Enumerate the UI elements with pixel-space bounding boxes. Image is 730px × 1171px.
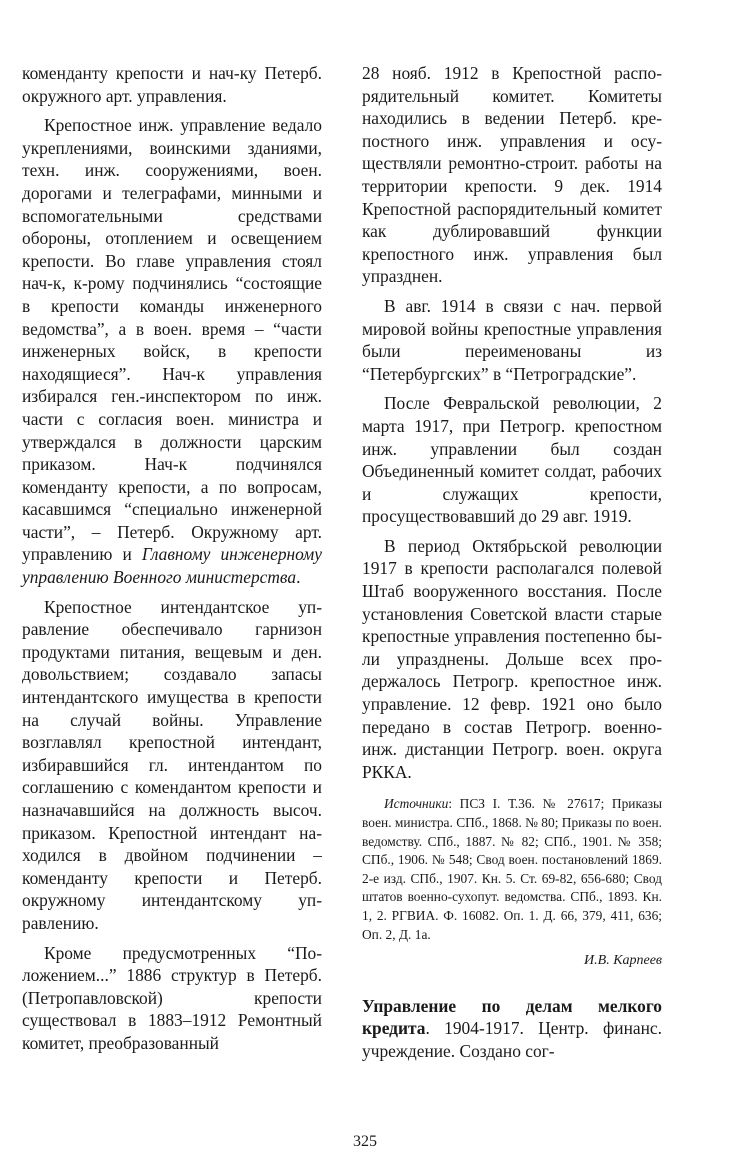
paragraph-text: Крепостное инж. управление ведало укреплениями, воинскими зданиями, техн. инж. сооружениями, воен. дорогами и телеграфами, минными и вспомогательными средствами обороны, отоплением и освещением крепости. Во главе управления стоял нач-к, к-рому подчинялись “состоящие в крепости команды инженерного ведомства”, а в воен. время – “части инженерных войск, в крепости находящиеся”. Нач-к управления избирался ген.-инспектором по инж. части с согласия воен. министра и утверждался в должности царским приказом. Нач-к подчинялся коменданту крепости, а по вопросам, касавшимся “специально инженерной части”, – Петерб. Окружному арт. управлению и	[22, 115, 322, 565]
paragraph-end: .	[296, 567, 301, 588]
entry-text: . 1904-1917. Центр. финанс. учреждение. Создано сог-	[362, 1018, 662, 1061]
paragraph: В авг. 1914 в связи с нач. первой мировой войны крепостные управления были переименованы из “Петербургских” в “Петроградские”.	[362, 295, 662, 384]
author-signature: И.В. Карпеев	[584, 953, 662, 969]
paragraph: Кроме предусмотренных “Положением...” 1886 структур в Петерб. (Петропавловской) крепости существовал в 1883–1912 Ремонтный комитет, преобразованный	[22, 942, 322, 1053]
paragraph: В период Октябрьской революции 1917 в крепости располагался полевой Штаб вооруженного восстания. После установления Советской власти старые крепостные управления постепенно были упразднены. Дольше всех продержалось Петрогр. крепостное инж. управление. 12 февр. 1921 оно было передано в состав Петрогр. военно-инж. дистанции Петрогр. воен. округа РККА.	[362, 535, 662, 782]
entry-heading: Управление по делам мелкого кредита	[362, 995, 662, 1039]
dictionary-entry	[362, 995, 662, 1063]
paragraph: 28 нояб. 1912 в Крепостной распорядительный комитет. Комитеты находились в ведении Петерб. крепостного инж. управления и осуществляли ремонтно-строит. работы на территории крепости. 9 дек. 1914 Крепостной распорядительный комитет как дублировавший функции крепостного инж. управления был упразднен.	[362, 63, 662, 287]
paragraph	[22, 114, 322, 588]
sources-label: Источники	[384, 796, 449, 812]
sources-text: : ПСЗ I. Т.36. № 27617; Приказы воен. министра. СПб., 1868. № 80; Приказы по воен. ведомству. СПб., 1887. № 82; СПб., 1901. № 358; СПб., 1906. № 548; Свод воен. постановлений 1869. 2-е изд. СПб., 1907. Кн. 5. Ст. 69-82, 656-680; Свод штатов военно-сухопут. ведомства. СПб., 1893. Кн. 1, 2. РГВИА. Ф. 16082. Оп. 1. Д. 66, 379, 411, 636; Оп. 2, Д. 1а.	[362, 796, 662, 942]
left-column	[22, 62, 322, 1062]
paragraph: коменданту крепости и нач-ку Петерб. окружного арт. управления.	[22, 63, 322, 106]
page-number: 325	[353, 1133, 377, 1150]
paragraph: После Февральской революции, 2 марта 1917, при Петрогр. крепостном инж. управлении был создан Объединенный комитет солдат, рабочих и служащих крепости, просуществовавший до 29 авг. 1919.	[362, 393, 662, 527]
italic-reference: Главному инженерному управлению Военного министерства	[22, 544, 322, 588]
right-column	[362, 62, 662, 1070]
sources-note	[362, 795, 662, 944]
paragraph: Крепостное интендантское управление обеспечивало гарнизон продуктами питания, вещевым и ден. довольствием; создавало запасы интендантского имущества в крепости на случай войны. Управление возглавлял крепостной интендант, избиравшийся гл. интендантом по соглашению с комендантом крепости и назначавшийся на должность высоч. приказом. Крепостной интендант находился в двойном подчинении – коменданту крепости и Петерб. окружному интендантскому управлению.	[22, 596, 322, 933]
